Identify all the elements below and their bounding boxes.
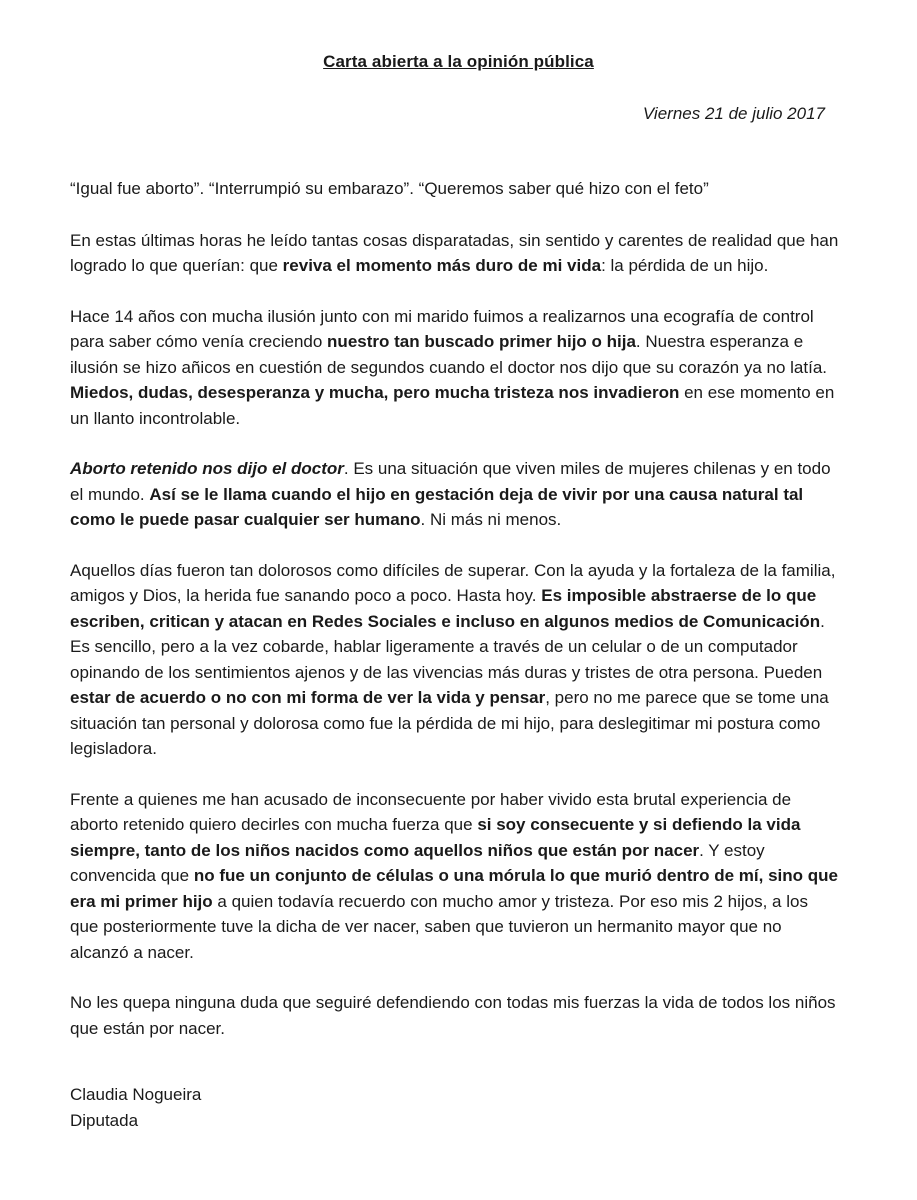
paragraph-closing — [70, 990, 840, 1041]
letter-title: Carta abierta a la opinión pública — [323, 52, 594, 71]
emphasis-text: Miedos, dudas, desesperanza y mucha, pero mucha tristeza nos invadieron — [70, 383, 680, 402]
emphasis-text: no fue un conjunto de células o una mórula lo que murió dentro de mí, sino que era mi primer hijo — [70, 866, 838, 911]
paragraph-text: , pero no me parece que se tome una situación tan personal y dolorosa como fue la pérdida de mi hijo, para deslegitimar mi postura como legisladora. — [70, 688, 829, 758]
paragraph-text: . Y estoy convencida que — [70, 840, 765, 885]
paragraph-text: en ese momento en un llanto incontrolable. — [70, 383, 835, 428]
paragraph-intro — [70, 228, 840, 279]
emphasis-text: Así se le llama cuando el hijo en gestación deja de vivir por una causa natural tal como le puede pasar cualquier ser humano — [70, 484, 804, 529]
paragraph-history — [70, 304, 840, 432]
paragraph-text: Aquellos días fueron tan dolorosos como difíciles de superar. Con la ayuda y la fortaleza de la familia, amigos y Dios, la herida fue sanando poco a poco. Hasta hoy. — [70, 560, 836, 605]
paragraph-text: Hace 14 años con mucha ilusión junto con mi marido fuimos a realizarnos una ecografía de control para saber cómo venía creciendo — [70, 306, 814, 351]
emphasis-text: estar de acuerdo o no con mi forma de ver la vida y pensar — [70, 688, 546, 707]
paragraph-text: No les quepa ninguna duda que seguiré defendiendo con todas mis fuerzas la vida de todos los niños que están por nacer. — [70, 993, 836, 1038]
paragraph-social-media — [70, 558, 840, 762]
emphasis-text: Es imposible abstraerse de lo que escriben, critican y atacan en Redes Sociales e incluso en algunos medios de Comunicación — [70, 586, 821, 631]
letter-date: Viernes 21 de julio 2017 — [642, 104, 825, 123]
emphasis-text: Aborto retenido nos dijo el doctor — [70, 459, 344, 478]
signature-block — [70, 1082, 201, 1133]
paragraph-text: “Igual fue aborto”. “Interrumpió su embarazo”. “Queremos saber qué hizo con el feto” — [70, 179, 709, 198]
paragraph-diagnosis — [70, 456, 840, 533]
signature-role: Diputada — [70, 1110, 139, 1130]
emphasis-text: si soy consecuente y si defiendo la vida siempre, tanto de los niños nacidos como aquellos niños que están por nacer — [70, 815, 801, 860]
paragraph-text: . Nuestra esperanza e ilusión se hizo añicos en cuestión de segundos cuando el doctor nos dijo que su corazón ya no latía. — [70, 332, 827, 377]
paragraph-text: . Es sencillo, pero a la vez cobarde, hablar ligeramente a través de un celular o de un computador opinando de los sentimientos ajenos y de las vivencias más duras y tristes de otra persona. Pueden — [70, 611, 825, 682]
emphasis-text: reviva el momento más duro de mi vida — [282, 256, 602, 275]
paragraph-quotes — [70, 176, 840, 202]
paragraph-text: . Ni más ni menos. — [420, 510, 562, 529]
signature-name: Claudia Nogueira — [70, 1085, 202, 1104]
paragraph-response — [70, 787, 840, 966]
emphasis-text: nuestro tan buscado primer hijo o hija — [327, 332, 636, 351]
letter-body — [70, 176, 840, 1066]
paragraph-text: . Es una situación que viven miles de mujeres chilenas y en todo el mundo. — [70, 459, 831, 504]
paragraph-text: Frente a quienes me han acusado de inconsecuente por haber vivido esta brutal experiencia de aborto retenido quiero decirles con mucha fuerza que — [70, 789, 792, 834]
paragraph-text: : la pérdida de un hijo. — [601, 256, 769, 275]
paragraph-text: En estas últimas horas he leído tantas cosas disparatadas, sin sentido y carentes de realidad que han logrado lo que querían: que — [70, 230, 839, 275]
paragraph-text: a quien todavía recuerdo con mucho amor y tristeza. Por eso mis 2 hijos, a los que posteriormente tuve la dicha de ver nacer, saben que tuvieron un hermanito mayor que no alcanzó a nacer. — [70, 891, 808, 962]
